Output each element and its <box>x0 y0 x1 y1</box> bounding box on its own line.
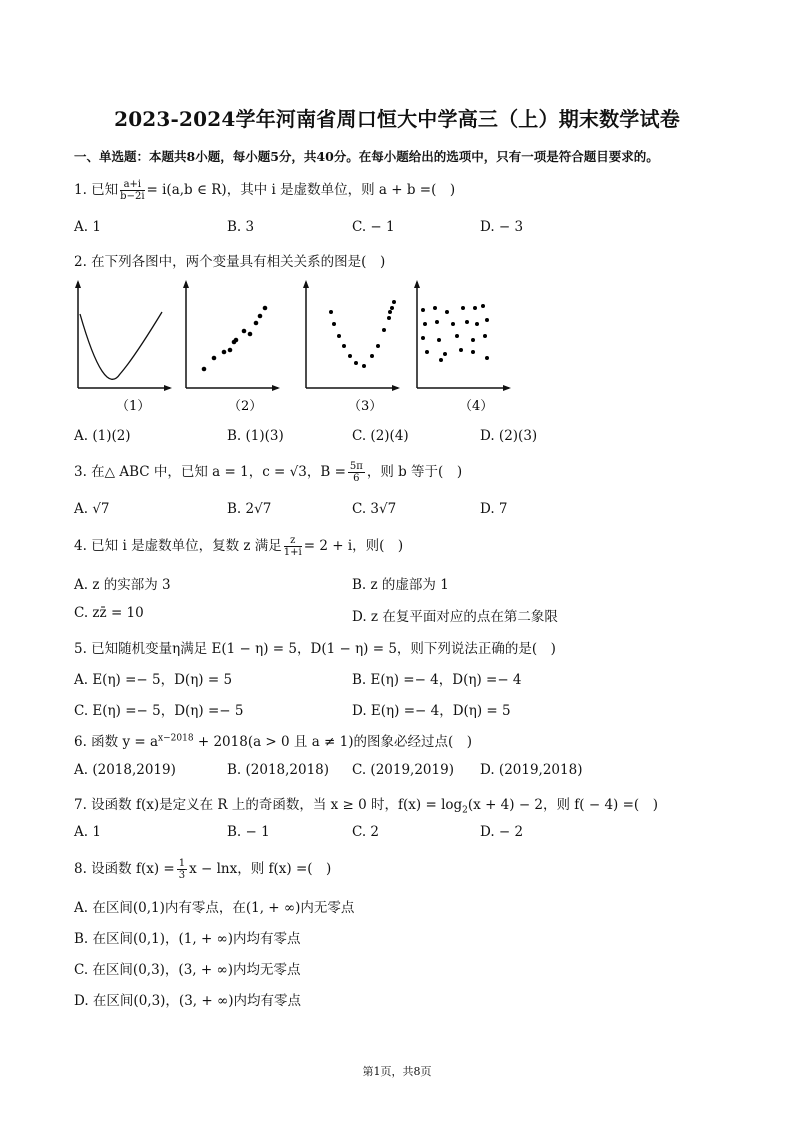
q3-option-d: D. 7 <box>480 501 508 517</box>
q3-option-a: A. √7 <box>74 501 110 517</box>
q8-option-d: D. 在区间(0,3)，(3, + ∞)内均有零点 <box>74 993 301 1009</box>
question-4-stem: 4. 已知 i 是虚数单位，复数 z 满足 $\frac{z}{1+i}$ = 2 + i，则( ) <box>74 535 404 558</box>
q1-option-b: B. 3 <box>227 219 255 235</box>
q7-option-c: C. 2 <box>352 824 380 840</box>
section-heading: 一、单选题：本题共8小题，每小题5分，共40分。在每小题给出的选项中，只有一项是符合题目要求的。 <box>74 149 659 164</box>
q6-option-b: B. (2018,2018) <box>227 762 330 778</box>
question-5-stem: 5. 已知随机变量η满足 E(1 − η) = 5，D(1 − η) = 5，则下列说法正确的是( ) <box>74 641 556 657</box>
fraction: $\frac{z}{1+i}$ <box>283 535 302 558</box>
q7-option-b: B. − 1 <box>227 824 270 840</box>
figure-3-scatter <box>303 280 400 414</box>
question-2-stem: 2. 在下列各图中，两个变量具有相关关系的图是( ) <box>74 254 386 270</box>
q8-option-a: A. 在区间(0,1)内有零点，在(1, + ∞)内无零点 <box>74 900 355 916</box>
q7-option-d: D. − 2 <box>480 824 524 840</box>
q3-option-c: C. 3√7 <box>352 501 397 517</box>
q2-option-a: A. (1)(2) <box>74 428 131 444</box>
q5-option-c: C. E(η) =− 5，D(η) =− 5 <box>74 703 244 719</box>
question-8-stem: 8. 设函数 f(x) = $\frac{1}{3}$ x − lnx，则 f(x) =( ) <box>74 858 332 881</box>
q5-option-a: A. E(η) =− 5，D(η) = 5 <box>74 672 233 688</box>
fraction: $\frac{1}{3}$ <box>178 858 186 881</box>
q1-option-a: A. 1 <box>74 219 101 235</box>
q6-option-d: D. (2019,2018) <box>480 762 583 778</box>
q4-option-a: A. z 的实部为 3 <box>74 577 171 593</box>
scatter-figures <box>74 278 514 418</box>
q1-option-c: C. − 1 <box>352 219 395 235</box>
figure-label-4: （4） <box>459 399 494 414</box>
figure-label-2: （2） <box>228 399 263 414</box>
q5-option-b: B. E(η) =− 4，D(η) =− 4 <box>352 672 522 688</box>
figure-4-scatter <box>414 280 511 414</box>
fraction: $\frac{5\pi}{6}$ <box>349 461 363 484</box>
q8-option-c: C. 在区间(0,3)，(3, + ∞)内均无零点 <box>74 962 301 978</box>
q8-option-b: B. 在区间(0,1)，(1, + ∞)内均有零点 <box>74 931 301 947</box>
figure-1-curve <box>75 280 172 414</box>
q2-option-b: B. (1)(3) <box>227 428 284 444</box>
q4-option-d: D. z 在复平面对应的点在第二象限 <box>352 609 558 625</box>
question-1-stem: 1. 已知 $\frac{a+i}{b-2i}$ = i(a,b ∈ R)，其中 i 是虚数单位，则 a + b =( ) <box>74 179 456 202</box>
question-6-stem: 6. 函数 $y = a^{x-2018} + 2018(a > 0$ 且 a ≠ 1)的图象必经过点( ) <box>74 733 473 750</box>
q5-option-d: D. E(η) =− 4，D(η) = 5 <box>352 703 511 719</box>
q3-option-b: B. 2√7 <box>227 501 272 517</box>
fraction: $\frac{a+i}{b-2i}$ <box>120 179 145 202</box>
q4-option-c: C. zz̄ = 10 <box>74 605 144 621</box>
q6-option-a: A. (2018,2019) <box>74 762 176 778</box>
figure-label-1: （1） <box>116 399 151 414</box>
q4-option-b: B. z 的虚部为 1 <box>352 577 449 593</box>
q1-option-d: D. − 3 <box>480 219 524 235</box>
page-footer: 第1页，共8页 <box>362 1065 432 1078</box>
q2-option-d: D. (2)(3) <box>480 428 538 444</box>
page-title: 2023-2024学年河南省周口恒大中学高三（上）期末数学试卷 <box>114 107 680 131</box>
figure-label-3: （3） <box>348 399 383 414</box>
figure-2-scatter <box>183 280 280 414</box>
question-3-stem: 3. 在△ ABC 中，已知 a = 1，c = √3，B = $\frac{5\pi}{6}$ ，则 b 等于( ) <box>74 461 463 484</box>
question-7-stem: 7. 设函数 f(x)是定义在 R 上的奇函数，当 x ≥ 0 时，$f(x) = \log_2(x + 4) - 2$，则 f( − 4) =( ) <box>74 797 658 816</box>
q6-option-c: C. (2019,2019) <box>352 762 454 778</box>
q7-option-a: A. 1 <box>74 824 101 840</box>
q2-option-c: C. (2)(4) <box>352 428 409 444</box>
